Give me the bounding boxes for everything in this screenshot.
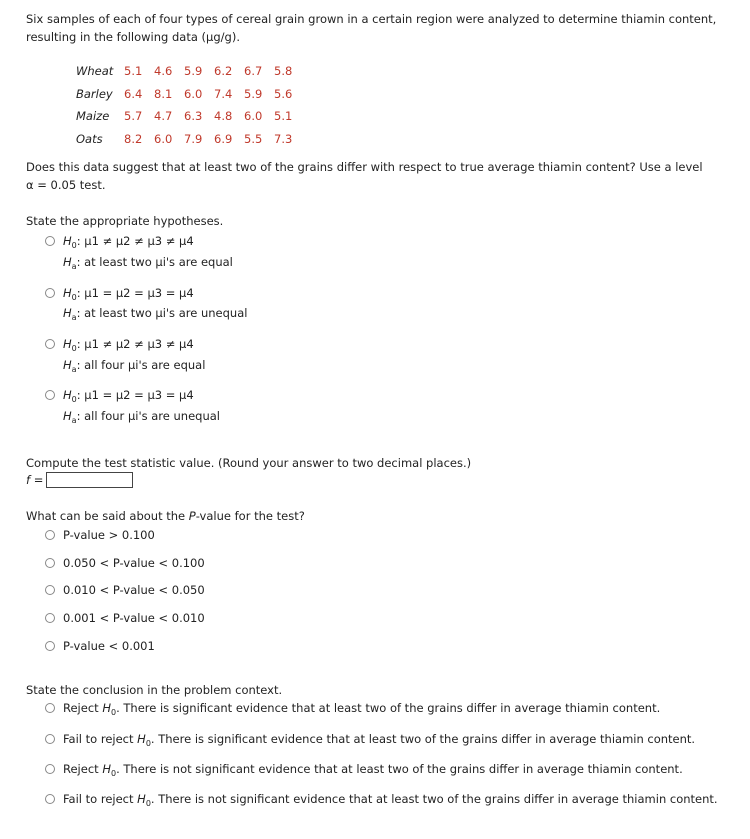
conclusion-rest: There is not significant evidence that at least two of the grains differ in average thiamin content. bbox=[123, 762, 683, 776]
pvalue-option-3-radio[interactable] bbox=[45, 585, 55, 595]
data-cell: 7.3 bbox=[274, 131, 293, 146]
intro-line-2: resulting in the following data (μg/g). bbox=[26, 30, 240, 44]
f-label: f = bbox=[26, 473, 44, 487]
data-cell: 8.2 bbox=[124, 131, 143, 146]
conclusion-option-4-label: Fail to reject $H_0$. There is not significant evidence that at least two of the grains differ in average thiamin content. bbox=[63, 792, 718, 808]
row-label: Oats bbox=[76, 131, 103, 146]
data-cell: 6.7 bbox=[244, 64, 263, 79]
data-cell: 6.2 bbox=[214, 64, 233, 79]
pvalue-option-5-radio[interactable] bbox=[45, 641, 55, 651]
hypothesis-option-3-radio[interactable] bbox=[45, 339, 55, 349]
data-cell: 5.7 bbox=[124, 109, 143, 124]
question-line-1: Does this data suggest that at least two of the grains differ with respect to true average thiamin content? Use a level bbox=[26, 160, 703, 174]
question-text bbox=[26, 158, 726, 194]
hypothesis-option-4-radio[interactable] bbox=[45, 390, 55, 400]
pvalue-option-2-label: 0.050 < P-value < 0.100 bbox=[63, 556, 205, 570]
data-cell: 4.7 bbox=[154, 109, 173, 124]
data-cell: 5.1 bbox=[274, 109, 293, 124]
table-row bbox=[76, 105, 304, 128]
pvalue-option-4-label: 0.001 < P-value < 0.010 bbox=[63, 611, 205, 625]
data-cell: 5.6 bbox=[274, 86, 293, 101]
data-cell: 5.5 bbox=[244, 131, 263, 146]
conclusion-rest: There is significant evidence that at least two of the grains differ in average thiamin content. bbox=[123, 701, 661, 715]
data-cell: 6.9 bbox=[214, 131, 233, 146]
data-table bbox=[76, 60, 304, 150]
pvalue-option-1-label: P-value > 0.100 bbox=[63, 528, 155, 542]
hypothesis-option-1-h0: $H_0$: μ1 ≠ μ2 ≠ μ3 ≠ μ4 bbox=[63, 234, 194, 250]
row-label: Barley bbox=[76, 86, 113, 101]
conclusion-option-4-radio[interactable] bbox=[45, 794, 55, 804]
data-cell: 7.9 bbox=[184, 131, 203, 146]
pvalue-prompt: What can be said about the P-value for the test? bbox=[26, 509, 305, 523]
conclusion-rest: There is significant evidence that at least two of the grains differ in average thiamin content. bbox=[158, 732, 696, 746]
data-cell: 6.0 bbox=[244, 109, 263, 124]
h0-text: μ1 ≠ μ2 ≠ μ3 ≠ μ4 bbox=[84, 234, 194, 248]
conclusion-lead: Fail to reject bbox=[63, 792, 134, 806]
hypothesis-option-3-ha: $H_a$: all four μi's are equal bbox=[63, 358, 206, 374]
test-stat-prompt: Compute the test statistic value. (Round your answer to two decimal places.) bbox=[26, 456, 472, 470]
conclusion-option-2-label: Fail to reject $H_0$. There is significant evidence that at least two of the grains differ in average thiamin content. bbox=[63, 732, 696, 748]
intro-line-1: Six samples of each of four types of cereal grain grown in a certain region were analyzed to determine thiamin content, bbox=[26, 12, 717, 26]
data-cell: 8.1 bbox=[154, 86, 173, 101]
conclusion-option-3-radio[interactable] bbox=[45, 764, 55, 774]
data-cell: 6.4 bbox=[124, 86, 143, 101]
data-cell: 7.4 bbox=[214, 86, 233, 101]
hypotheses-prompt: State the appropriate hypotheses. bbox=[26, 214, 224, 228]
pvalue-option-3-label: 0.010 < P-value < 0.050 bbox=[63, 583, 205, 597]
hypothesis-option-2-radio[interactable] bbox=[45, 288, 55, 298]
row-label: Maize bbox=[76, 109, 110, 124]
hypothesis-option-1-radio[interactable] bbox=[45, 236, 55, 246]
hypothesis-option-2-h0: $H_0$: μ1 = μ2 = μ3 = μ4 bbox=[63, 286, 194, 302]
ha-text: all four μi's are equal bbox=[84, 358, 206, 372]
h0-text: μ1 = μ2 = μ3 = μ4 bbox=[84, 286, 194, 300]
conclusion-option-1-radio[interactable] bbox=[45, 703, 55, 713]
conclusion-prompt: State the conclusion in the problem context. bbox=[26, 683, 283, 697]
conclusion-rest: There is not significant evidence that at least two of the grains differ in average thiamin content. bbox=[158, 792, 718, 806]
hypothesis-option-2-ha: $H_a$: at least two μi's are unequal bbox=[63, 306, 248, 322]
hypothesis-option-1-ha: $H_a$: at least two μi's are equal bbox=[63, 255, 233, 271]
h0-text: μ1 = μ2 = μ3 = μ4 bbox=[84, 388, 194, 402]
data-cell: 4.8 bbox=[214, 109, 233, 124]
ha-text: all four μi's are unequal bbox=[84, 409, 220, 423]
row-label: Wheat bbox=[76, 64, 114, 79]
pvalue-option-4-radio[interactable] bbox=[45, 613, 55, 623]
data-cell: 5.1 bbox=[124, 64, 143, 79]
hypothesis-option-4-h0: $H_0$: μ1 = μ2 = μ3 = μ4 bbox=[63, 388, 194, 404]
hypothesis-option-4-ha: $H_a$: all four μi's are unequal bbox=[63, 409, 220, 425]
conclusion-lead: Fail to reject bbox=[63, 732, 134, 746]
pvalue-option-5-label: P-value < 0.001 bbox=[63, 639, 155, 653]
table-row bbox=[76, 83, 304, 106]
h0-text: μ1 ≠ μ2 ≠ μ3 ≠ μ4 bbox=[84, 337, 194, 351]
conclusion-option-2-radio[interactable] bbox=[45, 734, 55, 744]
table-row bbox=[76, 128, 304, 151]
pvalue-option-1-radio[interactable] bbox=[45, 530, 55, 540]
data-cell: 6.3 bbox=[184, 109, 203, 124]
data-cell: 5.9 bbox=[244, 86, 263, 101]
data-cell: 6.0 bbox=[184, 86, 203, 101]
question-line-2: α = 0.05 test. bbox=[26, 178, 106, 192]
pvalue-option-2-radio[interactable] bbox=[45, 558, 55, 568]
f-input[interactable] bbox=[46, 472, 133, 488]
ha-text: at least two μi's are unequal bbox=[84, 306, 248, 320]
ha-text: at least two μi's are equal bbox=[84, 255, 233, 269]
data-cell: 4.6 bbox=[154, 64, 173, 79]
data-cell: 5.8 bbox=[274, 64, 293, 79]
conclusion-option-1-label: Reject $H_0$. There is significant evidence that at least two of the grains differ in average thiamin content. bbox=[63, 701, 661, 717]
problem-intro bbox=[26, 10, 726, 46]
data-cell: 6.0 bbox=[154, 131, 173, 146]
data-cell: 5.9 bbox=[184, 64, 203, 79]
conclusion-lead: Reject bbox=[63, 762, 99, 776]
table-row bbox=[76, 60, 304, 83]
conclusion-lead: Reject bbox=[63, 701, 99, 715]
hypothesis-option-3-h0: $H_0$: μ1 ≠ μ2 ≠ μ3 ≠ μ4 bbox=[63, 337, 194, 353]
conclusion-option-3-label: Reject $H_0$. There is not significant evidence that at least two of the grains differ in average thiamin content. bbox=[63, 762, 683, 778]
